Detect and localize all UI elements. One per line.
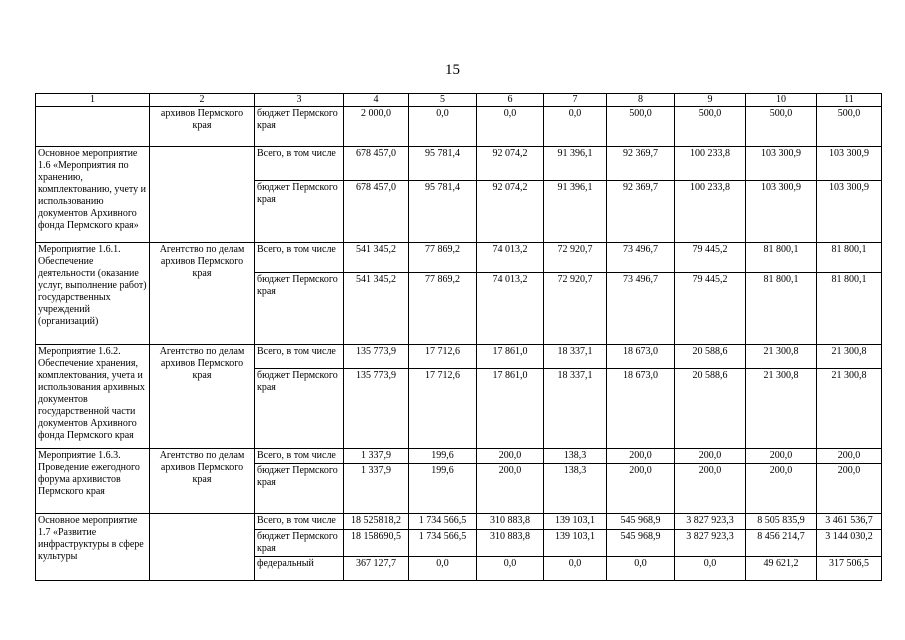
value-cell: 21 300,8 bbox=[746, 345, 817, 369]
table-row bbox=[36, 449, 882, 464]
value-cell: 1 337,9 bbox=[344, 464, 409, 514]
measure-name-cell: Основное мероприятие 1.6 «Мероприятия по хранению, комплектованию, учету и использованию документов Архивного фонда Пермского края» bbox=[36, 147, 150, 243]
value-cell: 18 673,0 bbox=[607, 369, 675, 449]
value-cell: 49 621,2 bbox=[746, 557, 817, 581]
executor-cell: Агентство по делам архивов Пермского края bbox=[150, 345, 255, 449]
value-cell: 81 800,1 bbox=[817, 273, 882, 345]
value-cell: 81 800,1 bbox=[817, 243, 882, 273]
header-cell: 2 bbox=[150, 94, 255, 107]
value-cell: 95 781,4 bbox=[409, 147, 477, 181]
value-cell: 500,0 bbox=[746, 107, 817, 147]
header-cell: 1 bbox=[36, 94, 150, 107]
value-cell: 91 396,1 bbox=[544, 181, 607, 243]
source-cell: бюджет Пермского края bbox=[255, 181, 344, 243]
value-cell: 103 300,9 bbox=[817, 181, 882, 243]
header-row bbox=[36, 94, 882, 107]
value-cell: 95 781,4 bbox=[409, 181, 477, 243]
value-cell: 545 968,9 bbox=[607, 514, 675, 530]
value-cell: 100 233,8 bbox=[675, 181, 746, 243]
value-cell: 0,0 bbox=[477, 557, 544, 581]
page-number: 15 bbox=[445, 62, 460, 78]
value-cell: 3 461 536,7 bbox=[817, 514, 882, 530]
value-cell: 72 920,7 bbox=[544, 273, 607, 345]
value-cell: 541 345,2 bbox=[344, 273, 409, 345]
value-cell: 103 300,9 bbox=[817, 147, 882, 181]
value-cell: 8 456 214,7 bbox=[746, 530, 817, 557]
value-cell: 81 800,1 bbox=[746, 273, 817, 345]
executor-cell bbox=[150, 147, 255, 243]
header-cell: 8 bbox=[607, 94, 675, 107]
value-cell: 200,0 bbox=[817, 464, 882, 514]
executor-cell: архивов Пермского края bbox=[150, 107, 255, 147]
value-cell: 77 869,2 bbox=[409, 243, 477, 273]
value-cell: 500,0 bbox=[607, 107, 675, 147]
value-cell: 0,0 bbox=[675, 557, 746, 581]
value-cell: 18 337,1 bbox=[544, 369, 607, 449]
value-cell: 545 968,9 bbox=[607, 530, 675, 557]
header-cell: 10 bbox=[746, 94, 817, 107]
value-cell: 17 861,0 bbox=[477, 369, 544, 449]
value-cell: 135 773,9 bbox=[344, 369, 409, 449]
executor-cell bbox=[150, 514, 255, 581]
value-cell: 2 000,0 bbox=[344, 107, 409, 147]
value-cell: 17 712,6 bbox=[409, 369, 477, 449]
measure-name-cell: Мероприятие 1.6.2. Обеспечение хранения, комплектования, учета и использования архивных документов государственной части документов Архивного фонда Пермского края bbox=[36, 345, 150, 449]
value-cell: 200,0 bbox=[746, 449, 817, 464]
value-cell: 138,3 bbox=[544, 464, 607, 514]
header-cell: 11 bbox=[817, 94, 882, 107]
value-cell: 103 300,9 bbox=[746, 147, 817, 181]
budget-table bbox=[35, 93, 882, 581]
value-cell: 20 588,6 bbox=[675, 369, 746, 449]
value-cell: 678 457,0 bbox=[344, 147, 409, 181]
header-cell: 9 bbox=[675, 94, 746, 107]
source-cell: бюджет Пермского края bbox=[255, 369, 344, 449]
executor-cell: Агентство по делам архивов Пермского края bbox=[150, 449, 255, 514]
value-cell: 317 506,5 bbox=[817, 557, 882, 581]
value-cell: 81 800,1 bbox=[746, 243, 817, 273]
source-cell: Всего, в том числе bbox=[255, 345, 344, 369]
value-cell: 200,0 bbox=[607, 449, 675, 464]
value-cell: 135 773,9 bbox=[344, 345, 409, 369]
value-cell: 500,0 bbox=[817, 107, 882, 147]
value-cell: 21 300,8 bbox=[817, 369, 882, 449]
value-cell: 310 883,8 bbox=[477, 514, 544, 530]
value-cell: 92 369,7 bbox=[607, 147, 675, 181]
value-cell: 77 869,2 bbox=[409, 273, 477, 345]
value-cell: 79 445,2 bbox=[675, 273, 746, 345]
table-body bbox=[36, 94, 882, 581]
value-cell: 200,0 bbox=[746, 464, 817, 514]
source-cell: бюджет Пермского края bbox=[255, 530, 344, 557]
value-cell: 200,0 bbox=[675, 449, 746, 464]
value-cell: 17 861,0 bbox=[477, 345, 544, 369]
source-cell: Всего, в том числе bbox=[255, 514, 344, 530]
value-cell: 138,3 bbox=[544, 449, 607, 464]
value-cell: 200,0 bbox=[675, 464, 746, 514]
value-cell: 199,6 bbox=[409, 449, 477, 464]
header-cell: 5 bbox=[409, 94, 477, 107]
value-cell: 0,0 bbox=[477, 107, 544, 147]
table-row bbox=[36, 243, 882, 273]
value-cell: 79 445,2 bbox=[675, 243, 746, 273]
value-cell: 92 369,7 bbox=[607, 181, 675, 243]
source-cell: Всего, в том числе bbox=[255, 449, 344, 464]
header-cell: 7 bbox=[544, 94, 607, 107]
value-cell: 20 588,6 bbox=[675, 345, 746, 369]
value-cell: 18 673,0 bbox=[607, 345, 675, 369]
value-cell: 310 883,8 bbox=[477, 530, 544, 557]
value-cell: 0,0 bbox=[409, 107, 477, 147]
measure-name-cell: Мероприятие 1.6.3. Проведение ежегодного форума архивистов Пермского края bbox=[36, 449, 150, 514]
value-cell: 139 103,1 bbox=[544, 530, 607, 557]
value-cell: 0,0 bbox=[409, 557, 477, 581]
source-cell: Всего, в том числе bbox=[255, 243, 344, 273]
value-cell: 541 345,2 bbox=[344, 243, 409, 273]
table-row bbox=[36, 514, 882, 530]
value-cell: 200,0 bbox=[477, 464, 544, 514]
value-cell: 678 457,0 bbox=[344, 181, 409, 243]
measure-name-cell: Основное мероприятие 1.7 «Развитие инфраструктуры в сфере культуры bbox=[36, 514, 150, 581]
measure-name-cell: Мероприятие 1.6.1. Обеспечение деятельности (оказание услуг, выполнение работ) государственных учреждений (организаций) bbox=[36, 243, 150, 345]
executor-cell: Агентство по делам архивов Пермского края bbox=[150, 243, 255, 345]
value-cell: 73 496,7 bbox=[607, 273, 675, 345]
value-cell: 3 827 923,3 bbox=[675, 530, 746, 557]
source-cell: бюджет Пермского края bbox=[255, 273, 344, 345]
table-row bbox=[36, 107, 882, 147]
source-cell: федеральный bbox=[255, 557, 344, 581]
value-cell: 199,6 bbox=[409, 464, 477, 514]
value-cell: 139 103,1 bbox=[544, 514, 607, 530]
value-cell: 3 827 923,3 bbox=[675, 514, 746, 530]
value-cell: 1 734 566,5 bbox=[409, 530, 477, 557]
value-cell: 18 158690,5 bbox=[344, 530, 409, 557]
value-cell: 92 074,2 bbox=[477, 181, 544, 243]
value-cell: 92 074,2 bbox=[477, 147, 544, 181]
value-cell: 73 496,7 bbox=[607, 243, 675, 273]
value-cell: 100 233,8 bbox=[675, 147, 746, 181]
value-cell: 21 300,8 bbox=[746, 369, 817, 449]
value-cell: 200,0 bbox=[817, 449, 882, 464]
table-row bbox=[36, 345, 882, 369]
value-cell: 74 013,2 bbox=[477, 273, 544, 345]
header-cell: 3 bbox=[255, 94, 344, 107]
source-cell: бюджет Пермского края bbox=[255, 107, 344, 147]
value-cell: 17 712,6 bbox=[409, 345, 477, 369]
value-cell: 500,0 bbox=[675, 107, 746, 147]
header-cell: 4 bbox=[344, 94, 409, 107]
value-cell: 200,0 bbox=[477, 449, 544, 464]
value-cell: 21 300,8 bbox=[817, 345, 882, 369]
value-cell: 367 127,7 bbox=[344, 557, 409, 581]
source-cell: бюджет Пермского края bbox=[255, 464, 344, 514]
value-cell: 0,0 bbox=[607, 557, 675, 581]
source-cell: Всего, в том числе bbox=[255, 147, 344, 181]
value-cell: 1 337,9 bbox=[344, 449, 409, 464]
value-cell: 18 525818,2 bbox=[344, 514, 409, 530]
value-cell: 0,0 bbox=[544, 557, 607, 581]
value-cell: 200,0 bbox=[607, 464, 675, 514]
value-cell: 103 300,9 bbox=[746, 181, 817, 243]
value-cell: 8 505 835,9 bbox=[746, 514, 817, 530]
value-cell: 3 144 030,2 bbox=[817, 530, 882, 557]
value-cell: 74 013,2 bbox=[477, 243, 544, 273]
table-row bbox=[36, 147, 882, 181]
value-cell: 0,0 bbox=[544, 107, 607, 147]
header-cell: 6 bbox=[477, 94, 544, 107]
value-cell: 91 396,1 bbox=[544, 147, 607, 181]
value-cell: 18 337,1 bbox=[544, 345, 607, 369]
name-cell bbox=[36, 107, 150, 147]
value-cell: 1 734 566,5 bbox=[409, 514, 477, 530]
value-cell: 72 920,7 bbox=[544, 243, 607, 273]
